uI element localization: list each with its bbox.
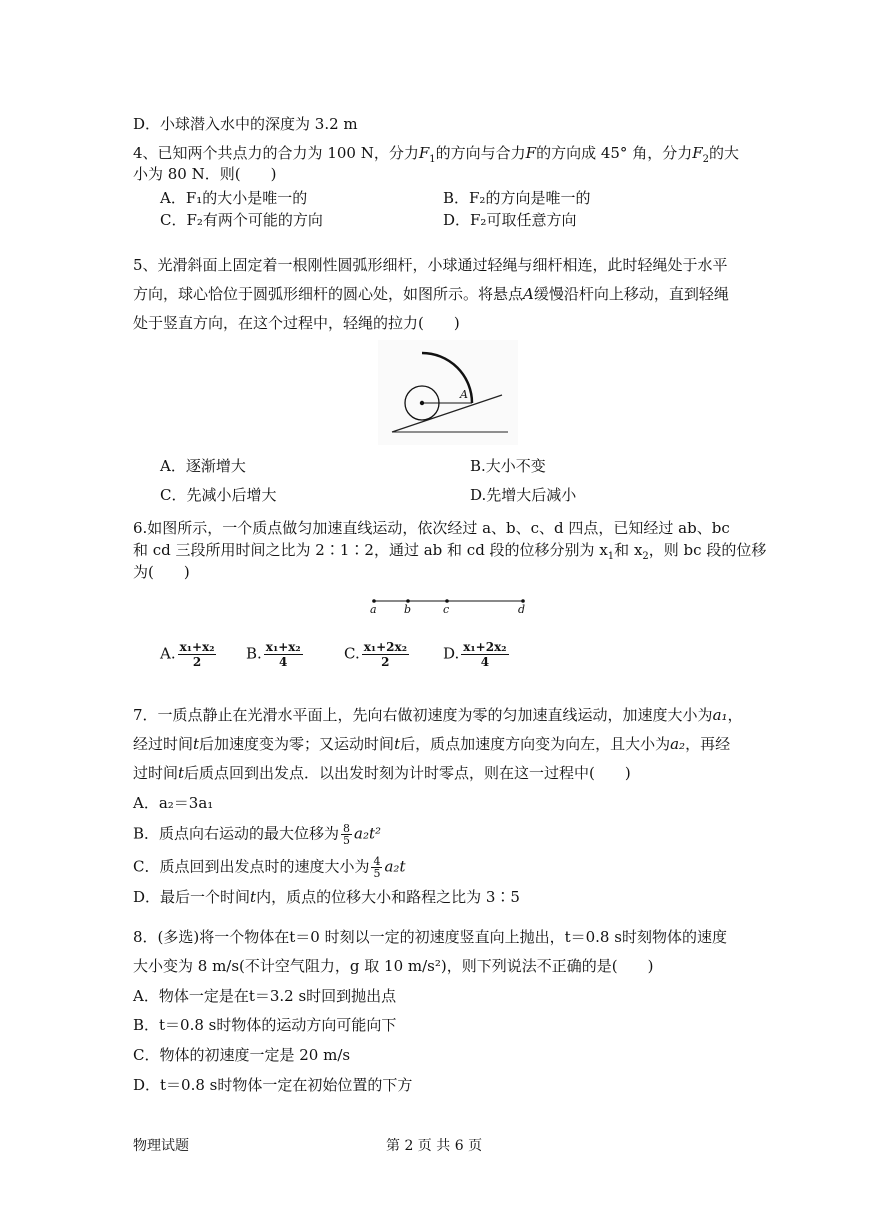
- q7-option-c-num: 4: [373, 855, 381, 868]
- q5-var-a: A: [523, 285, 534, 303]
- q5-stem-line3: 处于竖直方向，在这个过程中，轻绳的拉力( ): [133, 314, 460, 332]
- q7-option-c-text: C．质点回到出发点时的速度大小为: [133, 857, 370, 876]
- q4-text-4: 的大: [709, 144, 740, 162]
- motion-line-figure: [365, 593, 535, 623]
- q7-option-c-fraction: [371, 856, 382, 879]
- q6-option-b: [246, 640, 305, 669]
- q6-text-b: 和 x: [614, 541, 643, 559]
- q7-option-b-text: B．质点向右运动的最大位移为: [133, 824, 340, 843]
- q4-option-c: C．F₂有两个可能的方向: [160, 211, 323, 229]
- q6-sub-2: 2: [642, 551, 649, 562]
- q4-option-d: D．F₂可取任意方向: [443, 211, 577, 229]
- svg-text:c: c: [443, 603, 450, 616]
- q6-option-c-den: 2: [381, 655, 390, 669]
- q5-option-c: C．先减小后增大: [160, 486, 277, 504]
- q8-option-c: C．物体的初速度一定是 20 m/s: [133, 1046, 351, 1064]
- q7-option-d: [133, 887, 520, 907]
- q5-option-a: A．逐渐增大: [160, 457, 246, 475]
- q7-var-t1: t: [193, 735, 200, 753]
- track-point-d: [518, 599, 525, 616]
- incline-arc-figure: [378, 340, 518, 445]
- q6-option-d-den: 4: [480, 655, 490, 669]
- q5-stem-line1: 5、光滑斜面上固定着一根刚性圆弧形细杆，小球通过轻绳与细杆相连，此时轻绳处于水平: [133, 256, 728, 274]
- q6-stem-line1: 6.如图所示，一个质点做匀加速直线运动，依次经过 a、b、c、d 四点，已知经过 ab、bc: [133, 519, 730, 537]
- q6-option-a-den: 2: [192, 655, 202, 669]
- q7-option-b-expr: a₂t²: [354, 824, 382, 843]
- q7-option-d-var-t: t: [250, 888, 257, 906]
- svg-text:a: a: [370, 603, 377, 616]
- q6-option-a-num: x₁+x₂: [179, 640, 215, 654]
- q7-option-b-fraction: [341, 823, 352, 846]
- q7-var-a2: a₂: [670, 735, 686, 753]
- q7-var-t3: t: [178, 764, 185, 782]
- q5-text-b: 缓慢沿杆向上移动，直到轻绳: [533, 285, 729, 303]
- q6-stem-line3: 为( ): [133, 563, 190, 581]
- q6-text-a: 和 cd 三段所用时间之比为 2∶1∶2，通过 ab 和 cd 段的位移分别为 x: [133, 541, 608, 559]
- q8-option-a: A．物体一定是在t＝3.2 s时回到抛出点: [133, 987, 397, 1005]
- q7-stem-line2: [133, 734, 730, 754]
- q7-option-d-text-1: D．最后一个时间: [133, 888, 251, 906]
- footer-subject: 物理试题: [133, 1138, 189, 1154]
- q7-option-b: [133, 823, 381, 846]
- q6-option-c-num: x₁+2x₂: [363, 640, 407, 654]
- q7-stem-line3: [133, 763, 631, 783]
- q6-option-a: [160, 640, 218, 669]
- q6-option-b-label: B.: [246, 644, 262, 663]
- q4-option-b: B．F₂的方向是唯一的: [443, 189, 591, 207]
- q7-text-2c: 后，质点加速度方向变为向左，且大小为: [400, 735, 671, 753]
- q5-option-d: D.先增大后减小: [470, 486, 577, 504]
- q5-text-a: 方向，球心恰位于圆弧形细杆的圆心处，如图所示。将悬点: [133, 285, 524, 303]
- q4-text-3: 的方向成 45° 角，分力: [536, 144, 693, 162]
- q6-option-c: [344, 640, 411, 669]
- q6-option-d: [443, 640, 511, 669]
- q5-stem-line2: [133, 284, 729, 304]
- q4-var-f: F: [525, 144, 537, 162]
- q4-option-a: A．F₁的大小是唯一的: [160, 189, 308, 207]
- q7-text-2b: 后加速度变为零；又运动时间: [199, 735, 395, 753]
- q7-text-2a: 经过时间: [133, 735, 194, 753]
- track-point-b: [404, 599, 411, 616]
- q3-option-d: D．小球潜入水中的深度为 3.2 m: [133, 115, 358, 133]
- q8-option-b: B．t＝0.8 s时物体的运动方向可能向下: [133, 1016, 397, 1034]
- q6-option-a-label: A.: [160, 644, 176, 663]
- q6-option-a-fraction: [178, 640, 217, 669]
- q7-text-1a: 7．一质点静止在光滑水平面上，先向右做初速度为零的匀加速直线运动，加速度大小为: [133, 706, 713, 724]
- q7-option-d-text-2: 内，质点的位移大小和路程之比为 3∶5: [256, 888, 520, 906]
- q4-sub-1: 1: [429, 154, 436, 165]
- q4-stem-line2: 小为 80 N．则( ): [133, 165, 277, 183]
- q7-text-1b: ，: [727, 706, 743, 724]
- q4-text-2: 的方向与合力: [435, 144, 526, 162]
- q7-var-t2: t: [394, 735, 401, 753]
- q7-option-c: [133, 856, 405, 879]
- q7-var-a1: a₁: [712, 706, 728, 724]
- q4-sub-2: 2: [702, 154, 709, 165]
- q8-option-d: D．t＝0.8 s时物体一定在初始位置的下方: [133, 1076, 413, 1094]
- q6-option-b-num: x₁+x₂: [265, 640, 301, 654]
- q6-sub-1: 1: [607, 551, 615, 562]
- q7-option-c-den: 5: [373, 867, 381, 880]
- q7-option-c-expr: a₂t: [384, 857, 406, 876]
- q6-option-c-fraction: [362, 640, 409, 669]
- q6-stem-line2: [133, 540, 766, 567]
- q8-stem-line2: 大小变为 8 m/s(不计空气阻力，g 取 10 m/s²)，则下列说法不正确的是( ): [133, 957, 654, 975]
- q6-option-d-label: D.: [443, 644, 460, 663]
- q4-var-f1: F: [418, 144, 430, 162]
- q6-option-c-label: C.: [344, 644, 360, 663]
- q7-option-b-num: 8: [343, 822, 351, 835]
- q6-option-b-fraction: [264, 640, 303, 669]
- q4-var-f2: F: [692, 144, 703, 162]
- svg-text:b: b: [404, 603, 412, 616]
- q6-option-d-num: x₁+2x₂: [463, 640, 507, 654]
- track-point-c: [443, 599, 449, 616]
- q6-option-b-den: 4: [279, 655, 288, 669]
- q7-text-2d: ，再经: [685, 735, 731, 753]
- q7-stem-line1: [133, 705, 743, 725]
- q7-text-3a: 过时间: [133, 764, 179, 782]
- q7-text-3b: 后质点回到出发点．以出发时刻为计时零点，则在这一过程中( ): [184, 764, 631, 782]
- q8-stem-line1: 8．(多选)将一个物体在t＝0 时刻以一定的初速度竖直向上抛出，t＝0.8 s时刻物体的速度: [133, 928, 727, 946]
- track-point-a: [370, 599, 377, 616]
- q6-option-d-fraction: [461, 640, 508, 669]
- footer-page-number: 第 2 页 共 6 页: [386, 1138, 483, 1154]
- svg-text:d: d: [518, 603, 526, 616]
- q4-text-1: 4、已知两个共点力的合力为 100 N，分力: [133, 144, 419, 162]
- q7-option-a: A．a₂＝3a₁: [133, 794, 214, 812]
- q6-text-c: ，则 bc 段的位移: [648, 541, 767, 559]
- q5-option-b: B.大小不变: [470, 457, 546, 475]
- point-a-label: A: [460, 388, 468, 401]
- q7-option-b-den: 5: [343, 834, 351, 847]
